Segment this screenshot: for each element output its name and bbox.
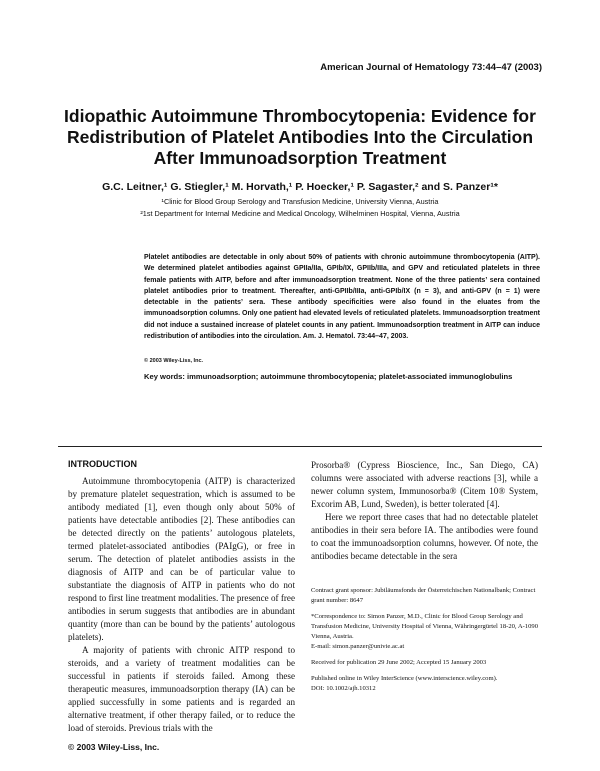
published-note: Published online in Wiley InterScience (www.interscience.wiley.com). [311, 675, 498, 682]
grant-sponsor-note: Contract grant sponsor: Jubiläumsfonds der Österreichischen Nationalbank; Contract grant number: 8647 [311, 587, 536, 604]
article-title [40, 106, 560, 169]
abstract-copyright: © 2003 Wiley-Liss, Inc. [144, 358, 204, 364]
title-line-1: Idiopathic Autoimmune Thrombocytopenia: Evidence for [64, 106, 536, 126]
right-column [311, 459, 538, 563]
footer-copyright: © 2003 Wiley-Liss, Inc. [68, 742, 160, 752]
author-list: G.C. Leitner,¹ G. Stiegler,¹ M. Horvath,¹ P. Hoecker,¹ P. Sagaster,² and S. Panzer¹* [102, 181, 498, 193]
correspondence-note: *Correspondence to: Simon Panzer, M.D., Clinic for Blood Group Serology and Transfusion Medicine, University Hospital of Vienna, Währingergürtel 18-20, A-1090 Vienna, Austria. [311, 613, 538, 640]
keywords: Key words: immunoadsorption; autoimmune thrombocytopenia; platelet-associated immunoglobulins [144, 372, 513, 381]
received-note: Received for publication 29 June 2002; Accepted 15 January 2003 [311, 659, 487, 666]
title-line-3: After Immunoadsorption Treatment [153, 148, 447, 168]
intro-paragraph-2: A majority of patients with chronic AITP respond to steroids, and a variety of treatment modalities can be successful in patients if steroids failed. Among these therapeutic measures, immunoadsorption therapy (IA) can be applied successfully in some patients and is regarded an alternative treatment, if other therapy failed, or to reduce the load of steroids. Previous trials with the [68, 645, 295, 733]
left-column [68, 475, 295, 735]
footnotes [311, 586, 541, 700]
introduction-heading: INTRODUCTION [68, 459, 137, 469]
affiliation-2: ²1st Department for Internal Medicine and Medical Oncology, Wilhelminen Hospital, Vienna, Austria [140, 209, 460, 218]
intro-paragraph-1: Autoimmune thrombocytopenia (AITP) is characterized by premature platelet sequestration, which is assumed to be antibody mediated [1], even though only about 50% of patients have detectable antibodies [2]. These antibodies can be detected directly on the patients’ autologous platelets, termed platelet-associated antibodies (PAIgG), or free in serum. The detection of platelet antibodies assists in the diagnosis of AITP and can be of particular value to substantiate the diagnosis of AITP in patients who do not respond to first line treatment modalities. The presence of free antibodies in serum suggests that antibodies are in abundant quantity (more than can be bound by the patients’ autologous platelets). [68, 476, 295, 642]
affiliation-1: ¹Clinic for Blood Group Serology and Transfusion Medicine, University Vienna, Austria [161, 197, 439, 206]
journal-citation: American Journal of Hematology 73:44–47 (2003) [320, 62, 542, 73]
doi-note: DOI: 10.1002/ajh.10312 [311, 685, 376, 692]
section-divider [58, 446, 542, 447]
intro-paragraph-3: Prosorba® (Cypress Bioscience, Inc., San Diego, CA) columns were associated with adverse reactions [3], while a newer column system, Immunosorba® (Citem 10® System, Excorim AB, Lund, Sweden), is better tolerated [4]. [311, 460, 538, 509]
abstract: Platelet antibodies are detectable in only about 50% of patients with chronic autoimmune thrombocytopenia (AITP). We determined platelet antibodies against GPIIa/IIa, GPIb/IX, GPIIb/IIIa, and GPV and reticulated platelets in three female patients with AITP, before and after immunoadsorption treatment. None of the three patients’ sera contained platelet antibodies prior to treatment. Thereafter, anti-GPIIb/IIIa, anti-GPIb/IX (n = 3), and anti-GPV (n = 1) were detectable in the patients’ sera. These antibody specificities were also found in the eluates from the immunoadsorption columns. Only one patient had elevated levels of reticulated platelets. Immunoadsorption treatment did not induce a sustained increase of platelet counts in any patient. Immunoadsorption treatment in AITP can induce redistribution of antibodies into the circulation. Am. J. Hematol. 73:44–47, 2003. [144, 254, 540, 341]
intro-paragraph-4: Here we report three cases that had no detectable platelet antibodies in their sera before IA. The antibodies were found to coat the immunoadsorption columns, however. Of note, the antibodies became detectable in the sera [311, 512, 538, 561]
correspondence-email: E-mail: simon.panzer@univie.ac.at [311, 643, 405, 650]
title-line-2: Redistribution of Platelet Antibodies Into the Circulation [66, 127, 534, 147]
